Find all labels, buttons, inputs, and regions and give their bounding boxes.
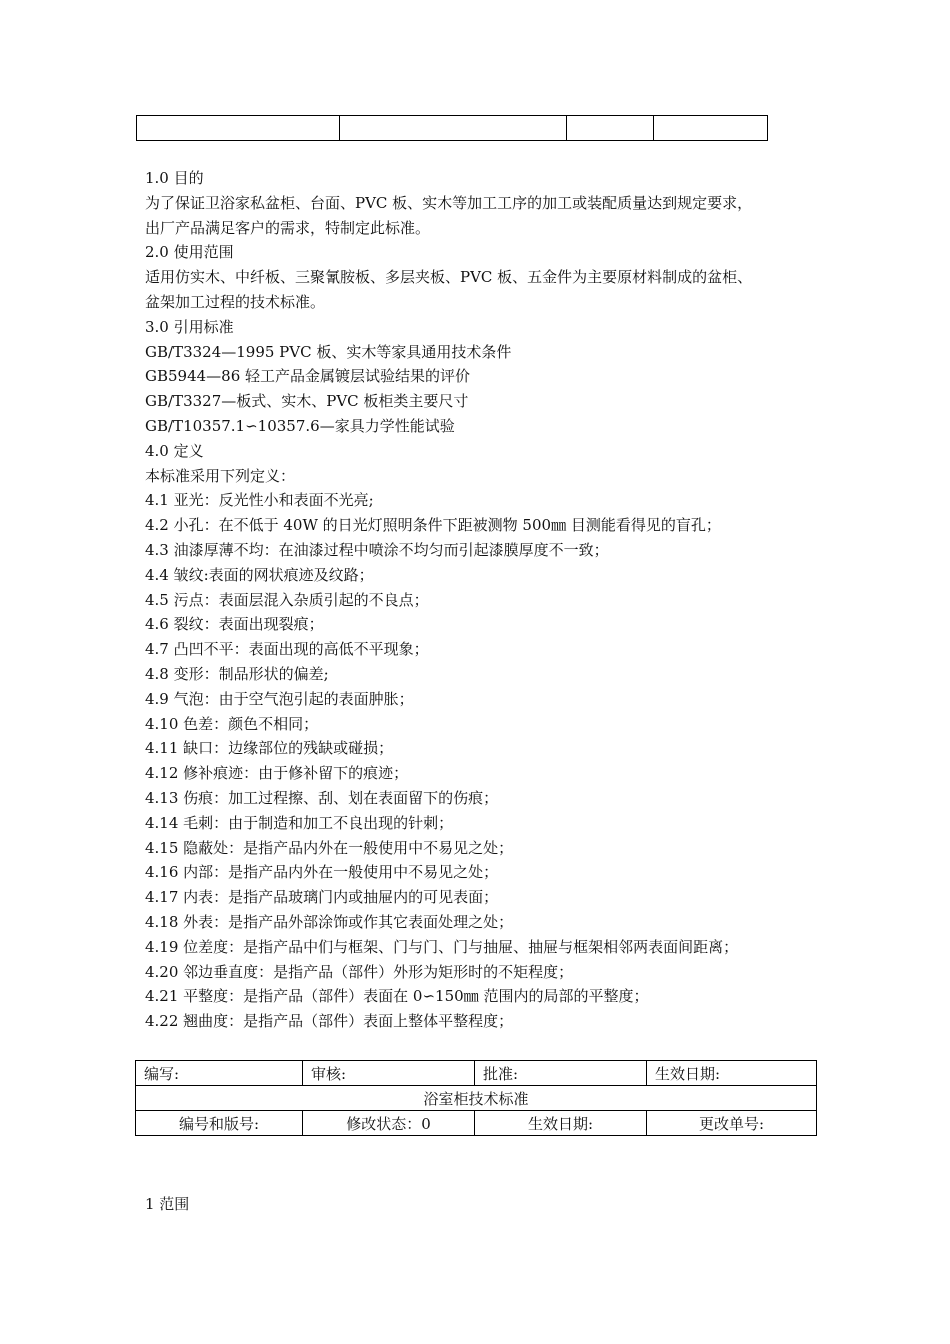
text-line: 本标准采用下列定义： xyxy=(145,466,296,485)
text-line: 盆架加工过程的技术标准。 xyxy=(145,292,326,311)
definition-item: 4.8 变形：制品形状的偏差; xyxy=(145,664,329,683)
definition-item: 4.5 污点：表面层混入杂质引起的不良点； xyxy=(145,590,429,609)
header-blank-cell xyxy=(567,116,654,141)
document-number-cell: 编号和版号: xyxy=(136,1111,303,1136)
change-number-cell: 更改单号: xyxy=(647,1111,817,1136)
header-blank-cell xyxy=(340,116,567,141)
definition-item: 4.13 伤痕：加工过程擦、刮、划在表面留下的伤痕； xyxy=(145,788,499,807)
definition-item: 4.7 凸凹不平：表面出现的高低不平现象； xyxy=(145,640,429,659)
section-heading-purpose: 1.0 目的 xyxy=(145,169,204,187)
definition-item: 4.4 皱纹:表面的网状痕迹及纹路； xyxy=(145,565,374,584)
effective-date-cell-2: 生效日期: xyxy=(475,1111,647,1136)
approver-cell: 批准: xyxy=(475,1061,647,1086)
definition-item: 4.21 平整度：是指产品（部件）表面在 0∽150㎜ 范围内的局部的平整度； xyxy=(145,987,649,1006)
definition-item: 4.3 油漆厚薄不均：在油漆过程中喷涂不均匀而引起漆膜厚度不一致； xyxy=(145,540,609,559)
definition-item: 4.22 翘曲度：是指产品（部件）表面上整体平整程度； xyxy=(145,1012,514,1031)
text-line: 出厂产品满足客户的需求，特制定此标准。 xyxy=(145,218,431,237)
definition-item: 4.11 缺口：边缘部位的残缺或碰损； xyxy=(145,739,394,758)
reference-item: GB/T3327—板式、实木、PVC 板柜类主要尺寸 xyxy=(145,392,469,411)
effective-date-cell: 生效日期: xyxy=(647,1061,817,1086)
definition-item: 4.6 裂纹：表面出现裂痕； xyxy=(145,615,324,634)
section-heading-references: 3.0 引用标准 xyxy=(145,317,234,336)
header-blank-cell xyxy=(654,116,768,141)
document-title: 浴室柜技术标准 xyxy=(136,1086,817,1111)
definition-item: 4.12 修补痕迹：由于修补留下的痕迹； xyxy=(145,764,409,783)
document-control-table xyxy=(135,1060,817,1136)
definition-item: 4.15 隐蔽处：是指产品内外在一般使用中不易见之处； xyxy=(145,838,514,857)
text-line: 为了保证卫浴家私盆柜、台面、PVC 板、实木等加工工序的加工或装配质量达到规定要求， xyxy=(145,193,753,212)
definition-item: 4.1 亚光：反光性小和表面不光亮; xyxy=(145,491,374,510)
header-blank-table xyxy=(136,115,768,141)
definition-item: 4.20 邻边垂直度：是指产品（部件）外形为矩形时的不矩程度； xyxy=(145,962,574,981)
scope-heading: 1 范围 xyxy=(145,1195,190,1213)
author-cell: 编写: xyxy=(136,1061,303,1086)
definition-item: 4.18 外表：是指产品外部涂饰或作其它表面处理之处； xyxy=(145,912,514,931)
reference-item: GB5944—86 轻工产品金属镀层试验结果的评价 xyxy=(145,367,471,386)
definition-item: 4.17 内表：是指产品玻璃门内或抽屉内的可见表面； xyxy=(145,888,499,907)
reviewer-cell: 审核: xyxy=(303,1061,475,1086)
document-body xyxy=(145,166,825,1034)
revision-status-cell: 修改状态：0 xyxy=(303,1111,475,1136)
definition-item: 4.10 色差：颜色不相同； xyxy=(145,714,319,733)
definition-item: 4.16 内部：是指产品内外在一般使用中不易见之处； xyxy=(145,863,499,882)
section-heading-scope: 2.0 使用范围 xyxy=(145,243,234,262)
section-heading-definitions: 4.0 定义 xyxy=(145,441,204,460)
definition-item: 4.14 毛刺：由于制造和加工不良出现的针刺； xyxy=(145,813,454,832)
text-line: 适用仿实木、中纤板、三聚氰胺板、多层夹板、PVC 板、五金件为主要原材料制成的盆柜、 xyxy=(145,268,753,287)
definition-item: 4.9 气泡：由于空气泡引起的表面肿胀； xyxy=(145,689,414,708)
header-blank-cell xyxy=(137,116,340,141)
definition-item: 4.19 位差度：是指产品中们与框架、门与门、门与抽屉、抽屉与框架相邻两表面间距离； xyxy=(145,937,739,956)
reference-item: GB/T10357.1∽10357.6—家具力学性能试验 xyxy=(145,416,455,435)
reference-item: GB/T3324—1995 PVC 板、实木等家具通用技术条件 xyxy=(145,342,512,361)
definition-item: 4.2 小孔：在不低于 40W 的日光灯照明条件下距被测物 500㎜ 目测能看得见的盲孔； xyxy=(145,516,721,535)
